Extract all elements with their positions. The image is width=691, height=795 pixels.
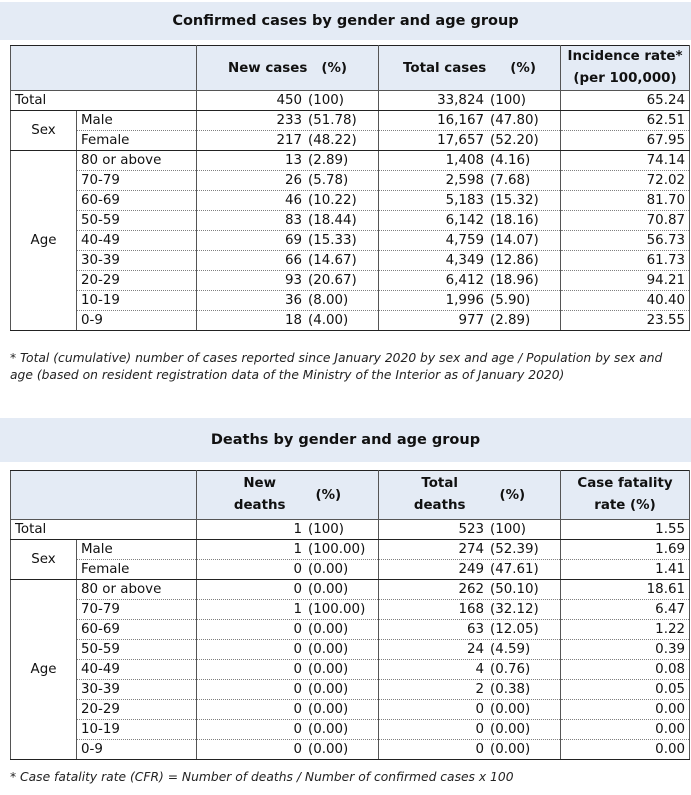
deaths-header-rate: [561, 471, 690, 520]
cases-header-total: [379, 46, 561, 91]
new-pct: (0.00): [308, 722, 349, 737]
new-cell: [197, 640, 379, 660]
new-pct: (8.00): [308, 293, 349, 308]
table-row: [11, 600, 690, 620]
total-pct: (50.10): [490, 582, 539, 597]
total-pct: (52.39): [490, 542, 539, 557]
new-value: 93: [284, 273, 302, 288]
table-row: [11, 91, 690, 111]
row-label: 80 or above: [77, 580, 197, 600]
new-cell: [197, 560, 379, 580]
new-value: 450: [276, 93, 302, 108]
table-row: [11, 171, 690, 191]
total-pct: (5.90): [490, 293, 531, 308]
total-pct: (100): [490, 93, 527, 108]
rate-value: 18.61: [561, 580, 690, 600]
table-row: [11, 251, 690, 271]
deaths-header-new-line2: deaths: [233, 498, 286, 513]
new-value: 0: [293, 642, 302, 657]
new-value: 0: [293, 722, 302, 737]
total-value: 16,167: [437, 113, 484, 128]
new-cell: [197, 311, 379, 331]
table-row: [11, 231, 690, 251]
row-label: 50-59: [77, 211, 197, 231]
total-value: 24: [466, 642, 484, 657]
total-cell: [379, 720, 561, 740]
new-cell: [197, 720, 379, 740]
total-value: 1,996: [445, 293, 484, 308]
total-cell: [379, 191, 561, 211]
rate-value: 56.73: [561, 231, 690, 251]
total-pct: (15.32): [490, 193, 539, 208]
deaths-header-rate-line1: Case fatality: [577, 476, 673, 491]
new-pct: (10.22): [308, 193, 357, 208]
total-value: 2,598: [445, 173, 484, 188]
new-value: 0: [293, 742, 302, 757]
total-value: 33,824: [437, 93, 484, 108]
cases-title-text: Confirmed cases by gender and age group: [172, 13, 519, 29]
table-row: [11, 111, 690, 131]
total-value: 274: [458, 542, 484, 557]
new-pct: (0.00): [308, 682, 349, 697]
new-pct: (4.00): [308, 313, 349, 328]
new-value: 66: [284, 253, 302, 268]
new-pct: (100.00): [308, 542, 366, 557]
new-cell: [197, 171, 379, 191]
deaths-header-row: [11, 471, 690, 520]
group-label-age: Age: [11, 580, 77, 760]
new-value: 1: [293, 522, 302, 537]
deaths-title: [0, 418, 691, 462]
table-row: [11, 560, 690, 580]
deaths-header-total: [379, 471, 561, 520]
new-cell: [197, 231, 379, 251]
row-label: 20-29: [77, 700, 197, 720]
total-cell: [379, 600, 561, 620]
total-cell: [379, 91, 561, 111]
total-value: 4,759: [445, 233, 484, 248]
table-row: [11, 620, 690, 640]
rate-value: 70.87: [561, 211, 690, 231]
rate-value: 0.00: [561, 720, 690, 740]
new-value: 13: [284, 153, 302, 168]
rate-value: 1.41: [561, 560, 690, 580]
table-row: [11, 580, 690, 600]
new-value: 1: [293, 602, 302, 617]
new-pct: (0.00): [308, 642, 349, 657]
new-cell: [197, 191, 379, 211]
total-pct: (2.89): [490, 313, 531, 328]
row-label: 0-9: [77, 311, 197, 331]
new-cell: [197, 660, 379, 680]
rate-value: 0.00: [561, 740, 690, 760]
new-value: 233: [276, 113, 302, 128]
table-row: [11, 680, 690, 700]
new-cell: [197, 111, 379, 131]
rate-value: 0.08: [561, 660, 690, 680]
total-value: 977: [458, 313, 484, 328]
row-label: 20-29: [77, 271, 197, 291]
cases-header-total-label: Total cases: [403, 60, 487, 76]
row-label: Female: [77, 131, 197, 151]
total-cell: [379, 271, 561, 291]
new-cell: [197, 680, 379, 700]
total-cell: [379, 111, 561, 131]
cases-header-blank: [11, 46, 197, 91]
new-cell: [197, 580, 379, 600]
rate-value: 23.55: [561, 311, 690, 331]
total-cell: [379, 131, 561, 151]
rate-value: 1.55: [561, 520, 690, 540]
row-label: 70-79: [77, 600, 197, 620]
rate-value: 81.70: [561, 191, 690, 211]
table-row: [11, 740, 690, 760]
table-row: [11, 520, 690, 540]
total-cell: [379, 560, 561, 580]
new-value: 69: [284, 233, 302, 248]
new-cell: [197, 620, 379, 640]
total-value: 63: [466, 622, 484, 637]
new-pct: (51.78): [308, 113, 357, 128]
total-pct: (47.61): [490, 562, 539, 577]
total-value: 1,408: [445, 153, 484, 168]
total-cell: [379, 251, 561, 271]
total-pct: (12.86): [490, 253, 539, 268]
new-value: 0: [293, 582, 302, 597]
total-cell: [379, 660, 561, 680]
deaths-table: [10, 470, 690, 760]
new-value: 217: [276, 133, 302, 148]
new-pct: (15.33): [308, 233, 357, 248]
deaths-header-blank: [11, 471, 197, 520]
total-pct: (0.00): [490, 742, 531, 757]
table-row: [11, 131, 690, 151]
deaths-header-new: [197, 471, 379, 520]
new-value: 0: [293, 682, 302, 697]
rate-value: 61.73: [561, 251, 690, 271]
row-label: Male: [77, 540, 197, 560]
total-pct: (100): [490, 522, 527, 537]
new-cell: [197, 211, 379, 231]
new-cell: [197, 131, 379, 151]
table-row: [11, 291, 690, 311]
new-pct: (100): [308, 522, 345, 537]
deaths-header-new-pct: (%): [315, 487, 342, 503]
total-value: 6,412: [445, 273, 484, 288]
total-cell: [379, 640, 561, 660]
new-pct: (14.67): [308, 253, 357, 268]
new-cell: [197, 271, 379, 291]
new-pct: (0.00): [308, 562, 349, 577]
deaths-header-rate-line2: rate (%): [594, 498, 656, 513]
total-value: 5,183: [445, 193, 484, 208]
cases-table: [10, 45, 690, 331]
rate-value: 74.14: [561, 151, 690, 171]
rate-value: 72.02: [561, 171, 690, 191]
total-value: 4: [475, 662, 484, 677]
total-value: 168: [458, 602, 484, 617]
table-row: [11, 311, 690, 331]
total-pct: (4.59): [490, 642, 531, 657]
table-row: [11, 540, 690, 560]
new-value: 18: [284, 313, 302, 328]
new-value: 1: [293, 542, 302, 557]
total-value: 0: [475, 722, 484, 737]
total-cell: [379, 211, 561, 231]
row-label: 70-79: [77, 171, 197, 191]
new-pct: (100.00): [308, 602, 366, 617]
row-label: 30-39: [77, 251, 197, 271]
new-pct: (2.89): [308, 153, 349, 168]
deaths-header-total-line1: Total: [421, 476, 458, 491]
total-value: 2: [475, 682, 484, 697]
new-pct: (0.00): [308, 582, 349, 597]
total-pct: (0.76): [490, 662, 531, 677]
total-cell: [379, 171, 561, 191]
group-label-sex: Sex: [11, 111, 77, 151]
row-label: Total: [11, 91, 197, 111]
row-label: Female: [77, 560, 197, 580]
table-row: [11, 660, 690, 680]
new-pct: (0.00): [308, 742, 349, 757]
total-cell: [379, 291, 561, 311]
new-cell: [197, 251, 379, 271]
rate-value: 94.21: [561, 271, 690, 291]
deaths-header-total-pct: (%): [499, 487, 526, 503]
group-label-age: Age: [11, 151, 77, 331]
new-cell: [197, 700, 379, 720]
total-cell: [379, 231, 561, 251]
rate-value: 6.47: [561, 600, 690, 620]
table-row: [11, 700, 690, 720]
total-value: 249: [458, 562, 484, 577]
total-value: 0: [475, 742, 484, 757]
new-value: 0: [293, 562, 302, 577]
total-cell: [379, 620, 561, 640]
total-cell: [379, 680, 561, 700]
new-pct: (18.44): [308, 213, 357, 228]
total-pct: (18.96): [490, 273, 539, 288]
row-label: 40-49: [77, 231, 197, 251]
table-row: [11, 640, 690, 660]
new-cell: [197, 151, 379, 171]
new-value: 0: [293, 662, 302, 677]
cases-title: [0, 2, 691, 40]
new-value: 0: [293, 702, 302, 717]
deaths-header-new-line1: New: [243, 476, 276, 491]
rate-value: 65.24: [561, 91, 690, 111]
rate-value: 40.40: [561, 291, 690, 311]
new-value: 26: [284, 173, 302, 188]
new-pct: (48.22): [308, 133, 357, 148]
new-cell: [197, 91, 379, 111]
row-label: 40-49: [77, 660, 197, 680]
rate-value: 62.51: [561, 111, 690, 131]
cases-header-total-pct: (%): [510, 60, 536, 76]
rate-value: 0.39: [561, 640, 690, 660]
row-label: 60-69: [77, 620, 197, 640]
cases-header-new-label: New cases: [228, 60, 308, 76]
new-value: 46: [284, 193, 302, 208]
row-label: 10-19: [77, 720, 197, 740]
row-label: 30-39: [77, 680, 197, 700]
rate-value: 1.22: [561, 620, 690, 640]
row-label: 0-9: [77, 740, 197, 760]
total-value: 262: [458, 582, 484, 597]
table-row: [11, 720, 690, 740]
total-cell: [379, 580, 561, 600]
total-pct: (7.68): [490, 173, 531, 188]
new-cell: [197, 291, 379, 311]
total-pct: (0.00): [490, 702, 531, 717]
total-pct: (0.00): [490, 722, 531, 737]
row-label: Total: [11, 520, 197, 540]
total-pct: (4.16): [490, 153, 531, 168]
total-cell: [379, 520, 561, 540]
new-pct: (100): [308, 93, 345, 108]
group-label-sex: Sex: [11, 540, 77, 580]
new-cell: [197, 600, 379, 620]
rate-value: 0.05: [561, 680, 690, 700]
new-pct: (20.67): [308, 273, 357, 288]
deaths-footnote: * Case fatality rate (CFR) = Number of deaths / Number of confirmed cases x 100: [10, 770, 514, 784]
total-value: 6,142: [445, 213, 484, 228]
cases-header-rate-line1: Incidence rate*: [567, 49, 683, 64]
total-cell: [379, 311, 561, 331]
cases-footnote: * Total (cumulative) number of cases reported since January 2020 by sex and age / Population by sex and age (based on resident registration data of the Ministry of the Interior as of January 2020): [10, 351, 663, 382]
new-value: 36: [284, 293, 302, 308]
deaths-header-total-line2: deaths: [413, 498, 466, 513]
row-label: 80 or above: [77, 151, 197, 171]
table-row: [11, 271, 690, 291]
total-value: 17,657: [437, 133, 484, 148]
new-pct: (0.00): [308, 702, 349, 717]
row-label: 10-19: [77, 291, 197, 311]
row-label: 50-59: [77, 640, 197, 660]
table-row: [11, 211, 690, 231]
table-row: [11, 191, 690, 211]
total-pct: (47.80): [490, 113, 539, 128]
new-cell: [197, 740, 379, 760]
total-pct: (52.20): [490, 133, 539, 148]
total-cell: [379, 151, 561, 171]
total-value: 0: [475, 702, 484, 717]
table-row: [11, 151, 690, 171]
total-pct: (0.38): [490, 682, 531, 697]
cases-header-new: [197, 46, 379, 91]
total-cell: [379, 540, 561, 560]
rate-value: 67.95: [561, 131, 690, 151]
cases-header-new-pct: (%): [321, 60, 347, 76]
total-cell: [379, 700, 561, 720]
new-cell: [197, 520, 379, 540]
new-value: 83: [284, 213, 302, 228]
new-value: 0: [293, 622, 302, 637]
row-label: 60-69: [77, 191, 197, 211]
total-pct: (32.12): [490, 602, 539, 617]
new-cell: [197, 540, 379, 560]
new-pct: (0.00): [308, 662, 349, 677]
new-pct: (5.78): [308, 173, 349, 188]
total-pct: (14.07): [490, 233, 539, 248]
total-cell: [379, 740, 561, 760]
total-value: 4,349: [445, 253, 484, 268]
rate-value: 0.00: [561, 700, 690, 720]
new-pct: (0.00): [308, 622, 349, 637]
rate-value: 1.69: [561, 540, 690, 560]
deaths-title-text: Deaths by gender and age group: [210, 432, 481, 448]
total-pct: (18.16): [490, 213, 539, 228]
cases-header-rate: [561, 46, 690, 91]
row-label: Male: [77, 111, 197, 131]
cases-header-rate-line2: (per 100,000): [573, 71, 677, 86]
cases-header-row: [11, 46, 690, 91]
total-value: 523: [458, 522, 484, 537]
total-pct: (12.05): [490, 622, 539, 637]
